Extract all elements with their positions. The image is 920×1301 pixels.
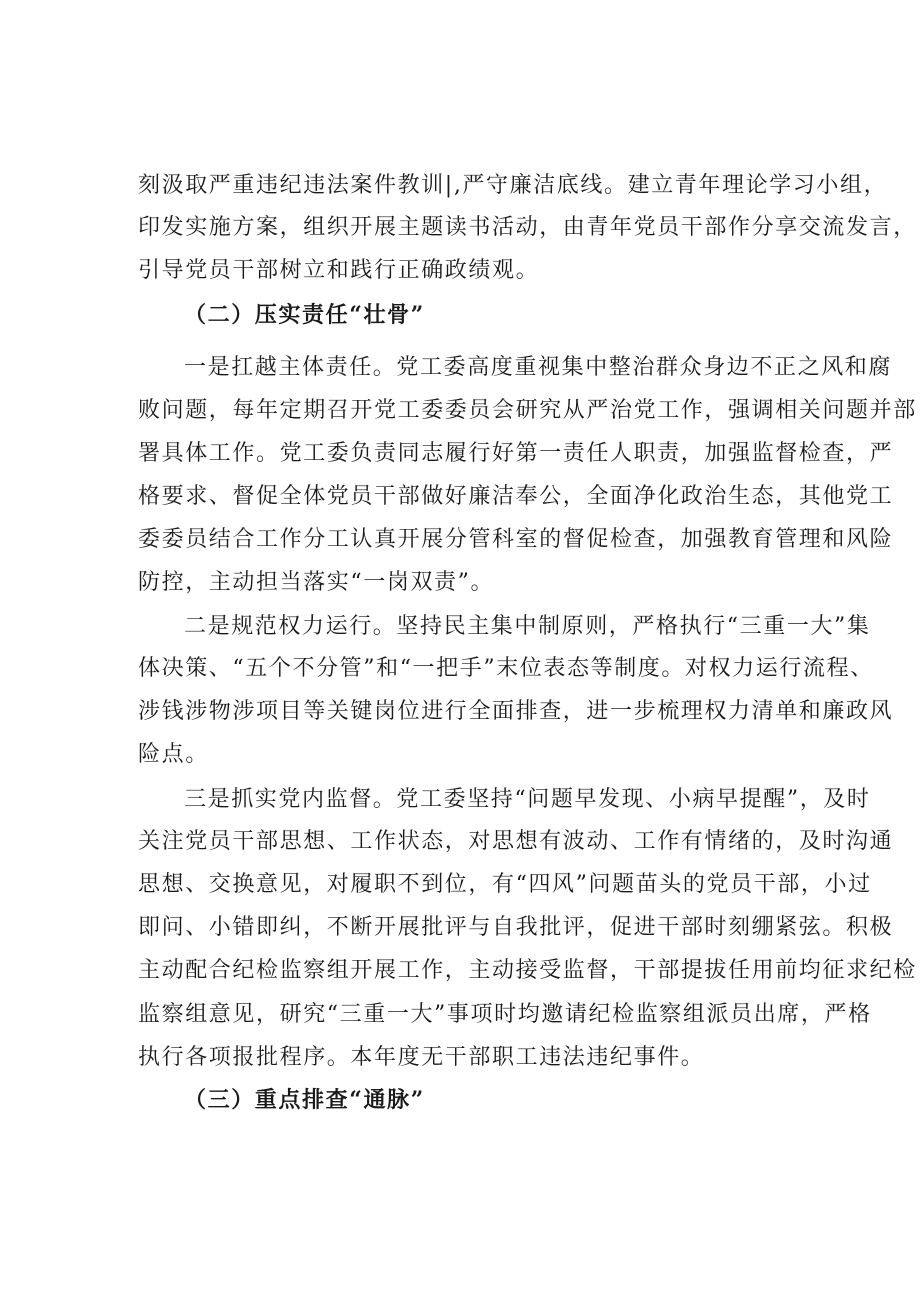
paragraph-line: 思想、交换意见，对履职不到位，有“四风”问题苗头的党员干部，小过 bbox=[138, 872, 872, 897]
paragraph-line: 涉钱涉物涉项目等关键岗位进行全面排查，进一步梳理权力清单和廉政风 bbox=[138, 699, 894, 724]
paragraph-line: 二是规范权力运行。坚持民主集中制原则，严格执行“三重一大”集 bbox=[184, 614, 871, 639]
paragraph-line: 险点。 bbox=[138, 742, 209, 767]
paragraph-line: 主动配合纪检监察组开展工作，主动接受监督，干部提拔任用前均征求纪检 bbox=[138, 958, 917, 983]
paragraph-line: 刻汲取严重违纪违法案件教训|,严守廉洁底线。建立青年理论学习小组， bbox=[138, 173, 888, 198]
paragraph-line: 格要求、督促全体党员干部做好廉洁奉公，全面净化政治生态，其他党工 bbox=[138, 484, 894, 509]
paragraph-line: 署具体工作。党工委负责同志履行好第一责任人职责，加强监督检查，严 bbox=[138, 441, 894, 466]
paragraph-line: 败问题，每年定期召开党工委委员会研究从严治党工作，强调相关问题并部 bbox=[138, 398, 917, 423]
section-heading-2: （二）压实责任“壮骨” bbox=[184, 302, 425, 328]
paragraph-line: 印发实施方案，组织开展主题读书活动，由青年党员干部作分享交流发言， bbox=[138, 215, 917, 240]
paragraph-line: 委委员结合工作分工认真开展分管科室的督促检查，加强教育管理和风险 bbox=[138, 527, 894, 552]
section-heading-3: （三）重点排查“通脉” bbox=[184, 1087, 425, 1113]
paragraph-line: 关注党员干部思想、工作状态，对思想有波动、工作有情绪的，及时沟通 bbox=[138, 829, 894, 854]
paragraph-line: 一是扛越主体责任。党工委高度重视集中整治群众身边不正之风和腐 bbox=[184, 355, 893, 380]
paragraph-line: 三是抓实党内监督。党工委坚持“问题早发现、小病早提醒”，及时 bbox=[184, 787, 871, 812]
paragraph-line: 防控，主动担当落实“一岗双责”。 bbox=[138, 570, 495, 595]
paragraph-line: 体决策、“五个不分管”和“一把手”末位表态等制度。对权力运行流程、 bbox=[138, 656, 874, 681]
paragraph-line: 引导党员干部树立和践行正确政绩观。 bbox=[138, 258, 540, 283]
paragraph-line: 执行各项报批程序。本年度无干部职工违法违纪事件。 bbox=[138, 1045, 705, 1070]
paragraph-line: 即问、小错即纠，不断开展批评与自我批评，促进干部时刻绷紧弦。积极 bbox=[138, 915, 894, 940]
paragraph-line: 监察组意见，研究“三重一大”事项时均邀请纪检监察组派员出席，严格 bbox=[138, 1002, 872, 1027]
